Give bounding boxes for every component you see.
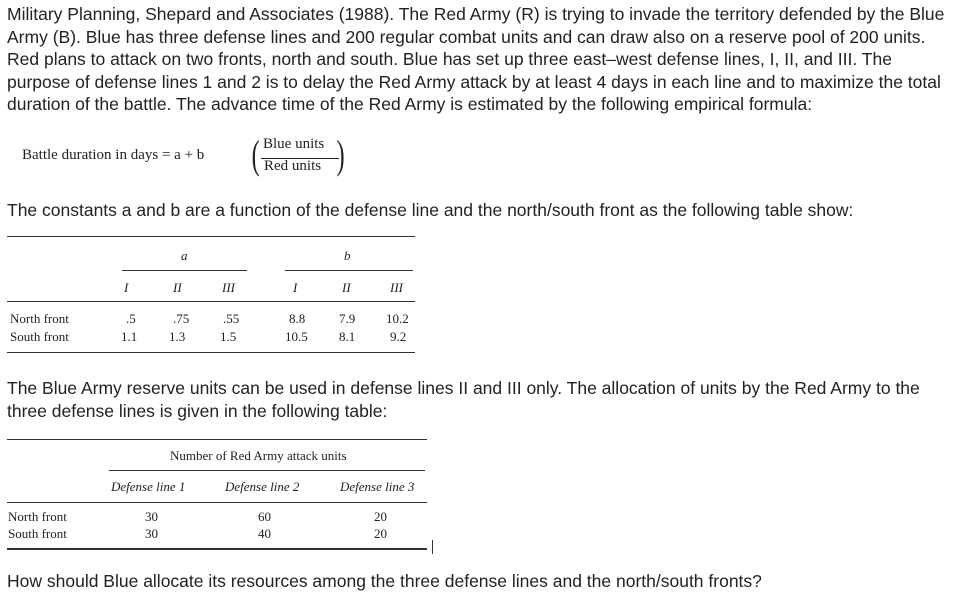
col-header-a-3: III	[222, 280, 235, 295]
cell-north-a-1: .5	[126, 311, 136, 326]
col-header-a-2: II	[173, 280, 182, 295]
col-header-b-2: II	[342, 280, 351, 295]
red-army-table	[7, 436, 427, 551]
cell-south-a-3: 1.5	[220, 329, 237, 344]
row-label-north: North front	[8, 509, 67, 524]
cell-north-b-3: 10.2	[386, 311, 409, 326]
group-a-rule	[122, 270, 247, 271]
col-header-defense-line-2: Defense line 2	[225, 479, 300, 494]
cell-north-b-2: 7.9	[339, 311, 356, 326]
cell-south-line-1: 30	[145, 526, 158, 541]
col-header-b-1: I	[293, 280, 298, 295]
cell-north-a-3: .55	[223, 311, 240, 326]
question-paragraph: How should Blue allocate its resources among the three defense lines and the north/south fronts?	[7, 571, 762, 591]
cell-north-b-1: 8.8	[289, 311, 306, 326]
table2-top-rule	[7, 439, 427, 440]
table2-bottom-rule	[7, 548, 427, 550]
reserve-paragraph: The Blue Army reserve units can be used in defense lines II and III only. The allocation of units by the Red Army to the three defense lines is given in the following table:	[7, 378, 920, 421]
table2-header-rule	[7, 502, 427, 503]
cell-south-b-2: 8.1	[339, 329, 356, 344]
cell-south-a-1: 1.1	[121, 329, 138, 344]
formula-lhs: Battle duration in days = a + b	[22, 147, 205, 163]
table-bottom-rule	[7, 352, 415, 353]
row-label-south: South front	[8, 526, 67, 541]
row-label-south: South front	[10, 329, 69, 344]
col-header-defense-line-1: Defense line 1	[111, 479, 186, 494]
formula-left-paren: (	[251, 132, 260, 177]
formula-denominator: Red units	[264, 158, 322, 174]
cell-north-a-2: .75	[173, 311, 190, 326]
col-header-a-1: I	[124, 280, 129, 295]
cell-north-line-2: 60	[258, 509, 271, 524]
formula-right-paren: )	[336, 132, 345, 177]
cell-north-line-3: 20	[374, 509, 387, 524]
group-header-b: b	[344, 248, 351, 263]
table-header-rule	[7, 301, 415, 302]
cell-south-b-3: 9.2	[390, 329, 407, 344]
cell-south-line-3: 20	[374, 526, 387, 541]
text-cursor	[432, 540, 433, 554]
group-header-a: a	[181, 248, 188, 263]
table2-group-header: Number of Red Army attack units	[170, 448, 347, 463]
row-label-north: North front	[10, 311, 69, 326]
cell-south-b-1: 10.5	[285, 329, 308, 344]
col-header-b-3: III	[390, 280, 403, 295]
formula-numerator: Blue units	[263, 136, 325, 152]
table-top-rule	[7, 236, 415, 237]
group-b-rule	[285, 270, 413, 271]
col-header-defense-line-3: Defense line 3	[340, 479, 415, 494]
constants-paragraph: The constants a and b are a function of the defense line and the north/south front as the following table show:	[7, 200, 854, 220]
constants-table	[7, 236, 415, 356]
table2-group-rule	[109, 470, 425, 471]
cell-north-line-1: 30	[145, 509, 158, 524]
cell-south-a-2: 1.3	[169, 329, 186, 344]
cell-south-line-2: 40	[258, 526, 271, 541]
intro-paragraph: Military Planning, Shepard and Associates (1988). The Red Army (R) is trying to invade the territory defended by the Blue Army (B). Blue has three defense lines and 200 regular combat units and can draw also on a reserve pool of 200 units. Red plans to attack on two fronts, north and south. Blue has set up three east–west defense lines, I, II, and III. The purpose of defense lines 1 and 2 is to delay the Red Army attack by at least 4 days in each line and to maximize the total duration of the battle. The advance time of the Red Army is estimated by the following empirical formula:	[7, 4, 945, 114]
